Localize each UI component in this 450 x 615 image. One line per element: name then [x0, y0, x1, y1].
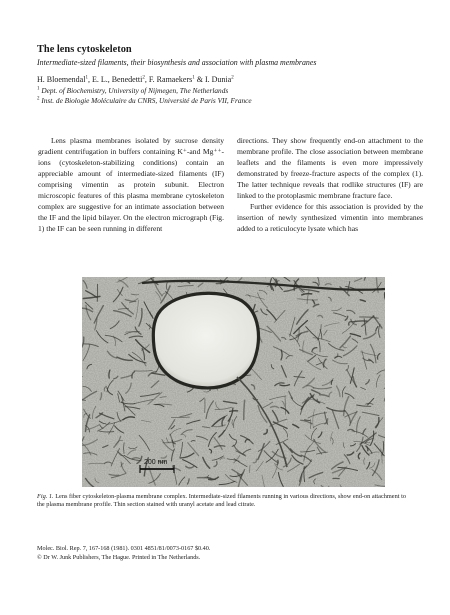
figure-caption	[37, 493, 414, 510]
plasma-membrane-profile	[153, 293, 258, 388]
filament	[230, 411, 238, 412]
body-paragraph: Further evidence for this association is provided by the insertion of newly synthesized vimentin into membranes added to a reticulocyte lysate which has	[237, 201, 423, 233]
article-subtitle: Intermediate-sized filaments, their biosynthesis and association with plasma membranes	[37, 58, 317, 67]
affiliation-1	[37, 86, 228, 95]
author-name: E. L., Benedetti	[91, 75, 143, 84]
micrograph-image	[82, 277, 385, 487]
article-title: The lens cytoskeleton	[37, 44, 132, 55]
body-column-left	[38, 136, 224, 235]
affiliation-2	[37, 96, 252, 105]
figure-caption-text: Lens fiber cytoskeleton-plasma membrane complex. Intermediate-sized filaments running in various directions, show end-on attachment to the plasma membrane profile. Thin section stained with uranyl acetate and lead citrate.	[37, 493, 406, 509]
author-separator: ,	[144, 75, 149, 84]
author-affiliation-marker: 1	[192, 75, 195, 81]
author-separator: ,	[87, 75, 92, 84]
author-separator: &	[194, 75, 205, 84]
filament	[384, 388, 385, 389]
body-paragraph: Lens plasma membranes isolated by sucrose density gradient centrifugation in buffers containing K⁺-and Mg⁺⁺-ions (cytoskeleton-stabilizing conditions) contain an appreciable amount of intermediate-sized filaments (IF) comprising vimentin as protein subunit. Electron microscopic features of this plasma membrane cytoskeleton complex are suggestive for an intimate association between the IF and the lipid bilayer. On the electron micrograph (Fig. 1) the IF can be seen running in different	[38, 136, 224, 233]
affiliation-text: Dept. of Biochemistry, University of Nijmegen, The Netherlands	[41, 86, 229, 95]
body-column-right	[237, 136, 423, 235]
author-name: I. Dunia	[204, 75, 232, 84]
author-affiliation-marker: 1	[85, 75, 88, 81]
electron-micrograph	[82, 277, 385, 487]
author-affiliation-marker: 2	[142, 75, 145, 81]
copyright-footer: © Dr W. Junk Publishers, The Hague. Printed in The Netherlands.	[37, 554, 201, 561]
affiliation-marker: 2	[37, 96, 40, 102]
author-affiliation-marker: 2	[231, 75, 234, 81]
author-list	[37, 75, 234, 84]
scale-bar-label: 200 nm	[144, 459, 168, 466]
filament	[250, 465, 251, 472]
affiliation-text: Inst. de Biologie Moléculaire du CNRS, Université de Paris VII, France	[41, 96, 252, 105]
affiliation-marker: 1	[37, 86, 40, 92]
citation-footer: Molec. Biol. Rep. 7, 167-168 (1981). 0301 4851/81/0073-0167 $0.40.	[37, 545, 211, 552]
author-name: F. Ramaekers	[148, 75, 193, 84]
figure-caption-label: Fig. 1.	[37, 493, 54, 500]
author-name: H. Bloemendal	[37, 75, 86, 84]
body-paragraph: directions. They show frequently end-on attachment to the membrane profile. The close association between membrane leaflets and the filaments is even more impressively demonstrated by freeze-fracture aspects of the complex (1). The latter technique reveals that rodlike structures (IF) are linked to the protoplasmic membrane fracture face.	[237, 136, 423, 200]
